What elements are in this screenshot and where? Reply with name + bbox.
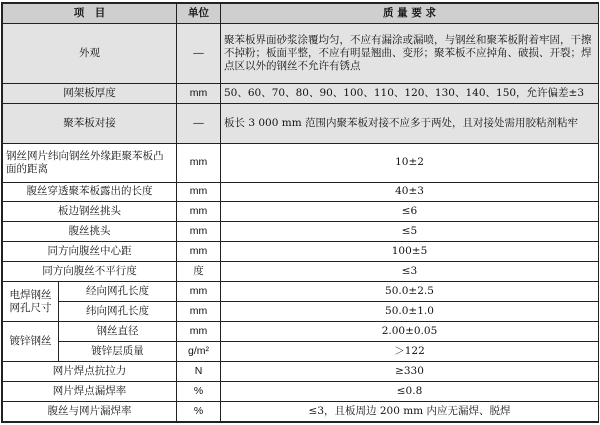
row-requirement: 10±2 xyxy=(221,143,599,182)
row-item-tensile: 网片焊点抗拉力 xyxy=(3,362,177,382)
row-unit: mm xyxy=(177,282,221,302)
row-unit: mm xyxy=(177,302,221,322)
row-unit: % xyxy=(177,402,221,422)
quality-requirements-table xyxy=(2,3,599,422)
row-item-coating-mass: 镀锌层质量 xyxy=(59,342,177,362)
row-item-butt-joint: 聚苯板对接 xyxy=(3,103,177,143)
row-unit: — xyxy=(177,103,221,143)
row-requirement: 2.00±0.05 xyxy=(221,322,599,342)
row-unit: mm xyxy=(177,222,221,242)
table-row xyxy=(3,222,599,242)
row-requirement: 聚苯板界面砂浆涂覆均匀，不应有漏涂或漏喷，与钢丝和聚苯板附着牢固，干擦不掉粉；板面平整，不应有明显翘曲、变形；聚苯板不应掉角、破损、开裂；焊点区以外的钢丝不允许有锈点 xyxy=(221,23,599,83)
row-item-weld-miss-mesh: 网片焊点漏焊率 xyxy=(3,382,177,402)
header-requirement: 质 量 要 求 xyxy=(221,4,599,24)
row-requirement: 100±5 xyxy=(221,242,599,262)
header-unit: 单位 xyxy=(177,4,221,24)
row-item-exposed-length: 腹丝穿透聚苯板露出的长度 xyxy=(3,182,177,202)
table-row xyxy=(3,322,599,342)
row-item-wire-diameter: 钢丝直径 xyxy=(59,322,177,342)
row-item-thickness: 网架板厚度 xyxy=(3,83,177,103)
header-item: 项 目 xyxy=(3,4,177,24)
row-unit: % xyxy=(177,382,221,402)
row-item-weft-mesh: 纬向网孔长度 xyxy=(59,302,177,322)
row-requirement: 40±3 xyxy=(221,182,599,202)
row-item-edge-wire: 板边钢丝挑头 xyxy=(3,202,177,222)
table-row xyxy=(3,362,599,382)
row-requirement: 50.0±1.0 xyxy=(221,302,599,322)
row-item-web-wire: 腹丝挑头 xyxy=(3,222,177,242)
table-row xyxy=(3,103,599,143)
table-row xyxy=(3,402,599,422)
table-row xyxy=(3,143,599,182)
table-row xyxy=(3,382,599,402)
row-item-nonparallel: 同方向腹丝不平行度 xyxy=(3,262,177,282)
row-unit: 度 xyxy=(177,262,221,282)
group-label-mesh: 电焊钢丝网孔尺寸 xyxy=(3,282,59,322)
row-requirement: ≥330 xyxy=(221,362,599,382)
row-unit: — xyxy=(177,23,221,83)
table-row xyxy=(3,242,599,262)
row-unit: g/m² xyxy=(177,342,221,362)
table-row xyxy=(3,182,599,202)
row-item-center-distance: 同方向腹丝中心距 xyxy=(3,242,177,262)
row-unit: mm xyxy=(177,143,221,182)
row-requirement: ≤3 xyxy=(221,262,599,282)
table-row xyxy=(3,262,599,282)
table-row xyxy=(3,23,599,83)
row-requirement: 板长 3 000 mm 范围内聚苯板对接不应多于两处，且对接处需用胶粘剂粘牢 xyxy=(221,103,599,143)
table-row xyxy=(3,342,599,362)
row-requirement: ≤0.8 xyxy=(221,382,599,402)
row-requirement: ≤5 xyxy=(221,222,599,242)
row-unit: mm xyxy=(177,202,221,222)
row-unit: mm xyxy=(177,242,221,262)
row-requirement: ≤3，且板周边 200 mm 内应无漏焊、脱焊 xyxy=(221,402,599,422)
group-label-galvanized: 镀锌钢丝 xyxy=(3,322,59,362)
row-unit: N xyxy=(177,362,221,382)
row-requirement: ≤6 xyxy=(221,202,599,222)
row-requirement: ＞122 xyxy=(221,342,599,362)
row-item-warp-mesh: 经向网孔长度 xyxy=(59,282,177,302)
table-row xyxy=(3,302,599,322)
row-item-appearance: 外观 xyxy=(3,23,177,83)
table-row xyxy=(3,83,599,103)
row-unit: mm xyxy=(177,83,221,103)
row-item-weld-miss-web: 腹丝与网片漏焊率 xyxy=(3,402,177,422)
row-unit: mm xyxy=(177,322,221,342)
row-requirement: 50.0±2.5 xyxy=(221,282,599,302)
row-unit: mm xyxy=(177,182,221,202)
table-row xyxy=(3,282,599,302)
row-requirement: 50、60、70、80、90、100、110、120、130、140、150，允许偏差±3 xyxy=(221,83,599,103)
table-header-row xyxy=(3,4,599,24)
row-item-wire-distance: 钢丝网片纬向钢丝外缘距聚苯板凸面的距离 xyxy=(3,143,177,182)
table-row xyxy=(3,202,599,222)
